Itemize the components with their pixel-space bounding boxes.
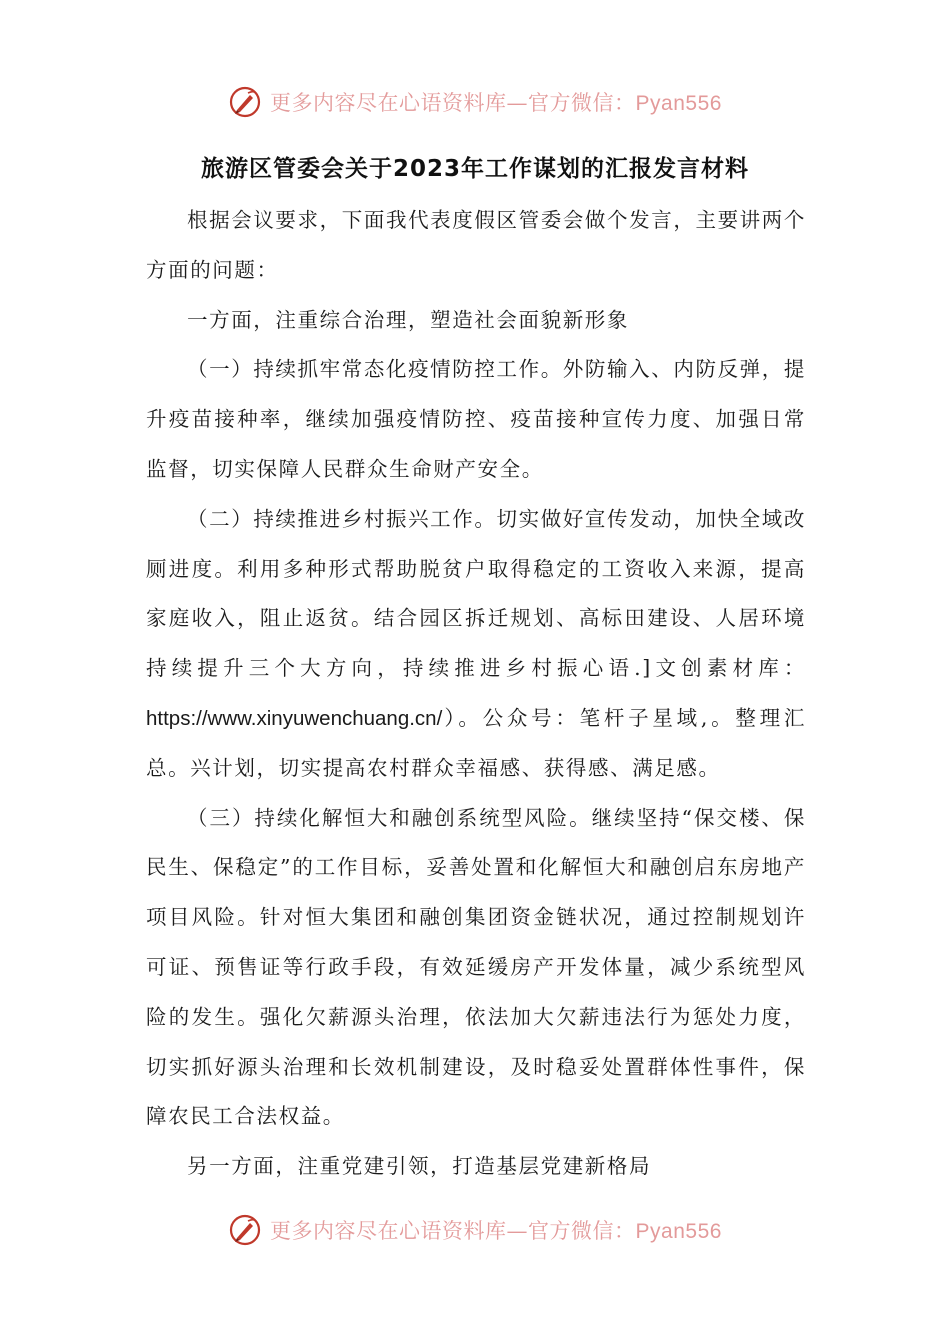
paragraph-item-1: （一）持续抓牢常态化疫情防控工作。外防输入、内防反弹，提升疫苗接种率，继续加强疫情防控、疫苗接种宣传力度、加强日常监督，切实保障人民群众生命财产安全。	[146, 357, 806, 481]
watermark-header	[0, 82, 950, 122]
paragraph-intro: 根据会议要求，下面我代表度假区管委会做个发言，主要讲两个方面的问题：	[146, 208, 806, 282]
section-heading-2: 另一方面，注重党建引领，打造基层党建新格局	[187, 1154, 652, 1179]
paragraph-item-2: （二）持续推进乡村振兴工作。切实做好宣传发动，加快全域改厕进度。利用多种形式帮助脱贫户取得稳定的工资收入来源，提高家庭收入，阻止返贫。结合园区拆迁规划、高标田建设、人居环境持续提升三个大方向，持续推进乡村振心语.]文创素材库：https://www.xinyuwenchuang.cn/）。公众号：笔杆子星域,。整理汇总。兴计划，切实提高农村群众幸福感、获得感、满足感。	[146, 506, 806, 780]
pen-logo-icon	[228, 85, 262, 119]
url-text: https://www.xinyuwenchuang.cn/	[146, 706, 443, 730]
watermark-text: 更多内容尽在心语资料库—官方微信：Pyan556	[270, 91, 722, 115]
section-heading-1: 一方面，注重综合治理，塑造社会面貌新形象	[187, 307, 629, 332]
watermark-text: 更多内容尽在心语资料库—官方微信：Pyan556	[270, 1219, 722, 1243]
document-body	[146, 196, 806, 1192]
pen-logo-icon	[228, 1213, 262, 1247]
watermark-footer	[0, 1210, 950, 1250]
paragraph-item-3: （三）持续化解恒大和融创系统型风险。继续坚持“保交楼、保民生、保稳定”的工作目标，妥善处置和化解恒大和融创启东房地产项目风险。针对恒大集团和融创集团资金链状况，通过控制规划许可证、预售证等行政手段，有效延缓房产开发体量，减少系统型风险的发生。强化欠薪源头治理，依法加大欠薪违法行为惩处力度，切实抓好源头治理和长效机制建设，及时稳妥处置群体性事件，保障农民工合法权益。	[146, 805, 806, 1129]
document-title: 旅游区管委会关于2023年工作谋划的汇报发言材料	[200, 156, 749, 182]
